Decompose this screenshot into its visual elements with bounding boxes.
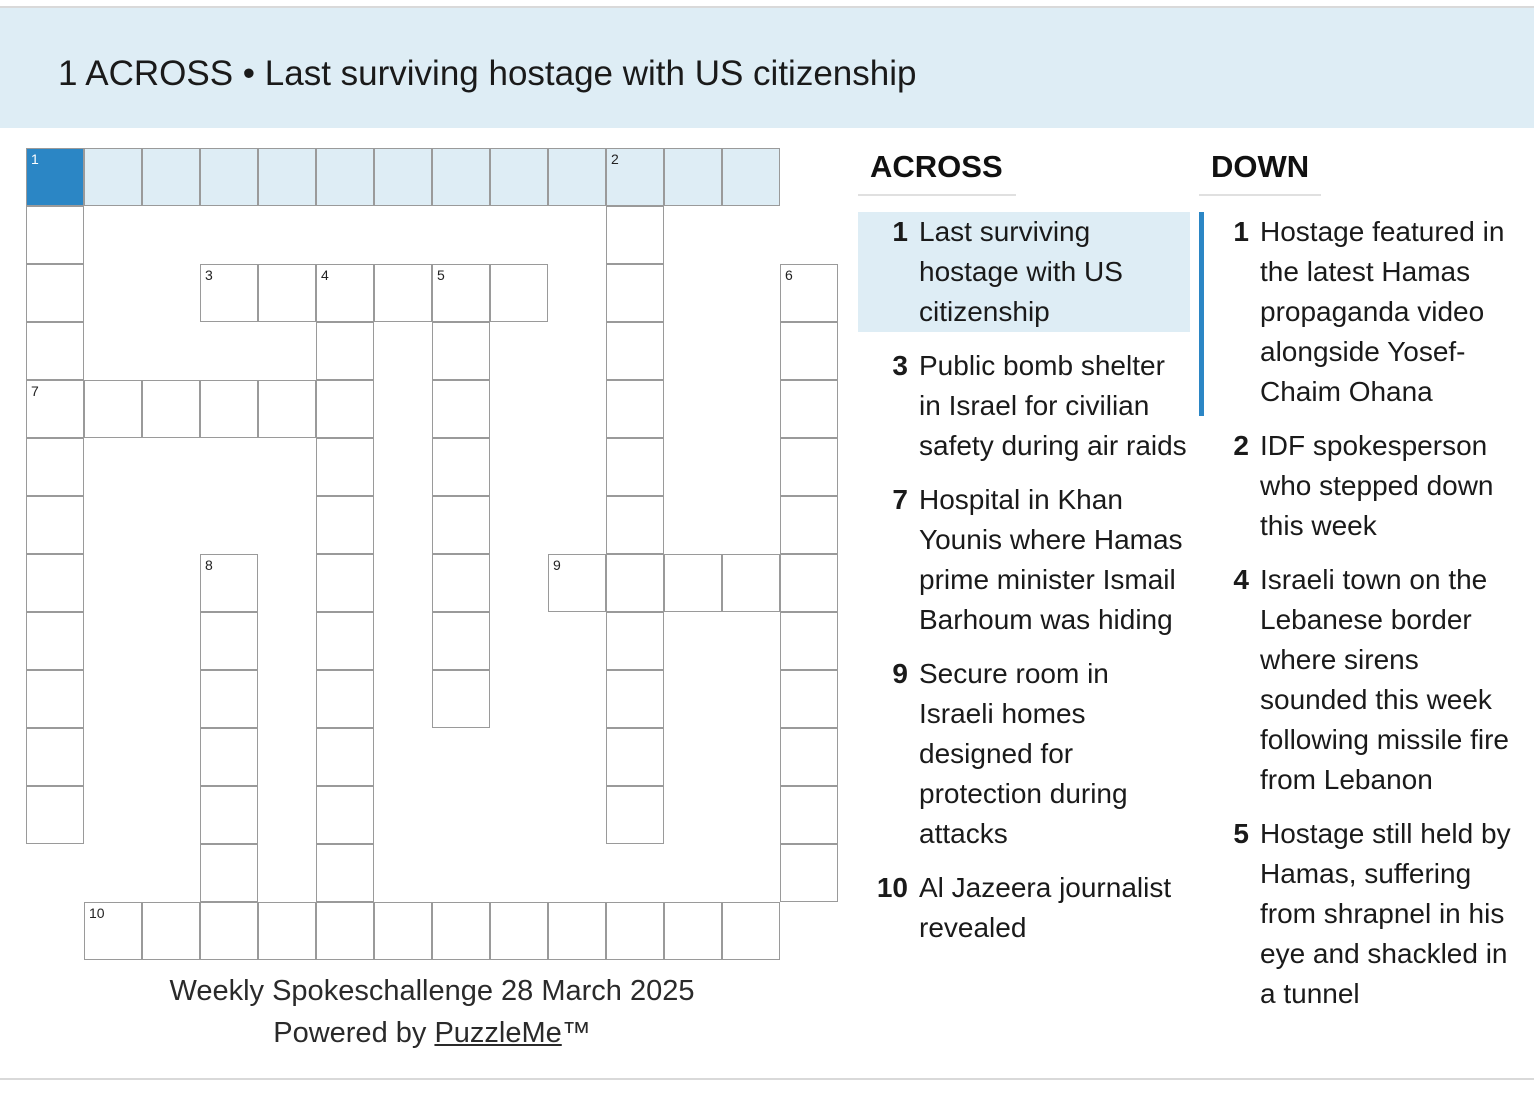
cell-number: 5 [437,267,445,283]
grid-cell[interactable] [780,786,838,844]
across-clue-10[interactable] [858,868,1190,948]
clue-text: Hospital in Khan Younis where Hamas prime minister Ismail Barhoum was hiding [919,484,1183,635]
grid-cell[interactable] [26,148,84,206]
cell-number: 10 [89,905,105,921]
grid-cell[interactable] [142,902,200,960]
grid-cell[interactable] [200,148,258,206]
grid-cell[interactable] [780,438,838,496]
trademark-symbol: ™ [561,1017,591,1049]
grid-cell[interactable] [316,322,374,380]
grid-cell[interactable] [316,670,374,728]
grid-cell[interactable] [606,148,664,206]
grid-cell[interactable] [316,148,374,206]
cell-number: 9 [553,557,561,573]
puzzle-title: Weekly Spokeschallenge 28 March 2025 [169,975,695,1007]
grid-cell[interactable] [84,380,142,438]
cell-number: 2 [611,151,619,167]
grid-cell[interactable] [316,496,374,554]
across-clue-1[interactable] [858,212,1190,332]
clue-text: Hostage featured in the latest Hamas propaganda video alongside Yosef-Chaim Ohana [1260,216,1505,407]
grid-cell[interactable] [200,844,258,902]
grid-cell[interactable] [432,612,490,670]
grid-cell[interactable] [780,554,838,612]
grid-cell[interactable] [606,902,664,960]
grid-cell[interactable] [780,264,838,322]
grid-cell[interactable] [606,264,664,322]
grid-cell[interactable] [26,438,84,496]
grid-cell[interactable] [200,670,258,728]
grid-cell[interactable] [374,148,432,206]
grid-cell[interactable] [316,902,374,960]
across-clue-7[interactable] [858,480,1190,640]
grid-cell[interactable] [664,554,722,612]
clue-text: Public bomb shelter in Israel for civilian safety during air raids [919,350,1187,461]
current-clue-banner [0,8,1534,128]
grid-cell[interactable] [606,728,664,786]
grid-cell[interactable] [432,670,490,728]
across-heading: ACROSS [858,148,1016,196]
cell-number: 3 [205,267,213,283]
grid-cell[interactable] [780,728,838,786]
grid-cell[interactable] [432,148,490,206]
grid-cell[interactable] [606,612,664,670]
grid-cell[interactable] [548,902,606,960]
grid-cell[interactable] [722,902,780,960]
grid-cell[interactable] [26,728,84,786]
grid-cell[interactable] [200,902,258,960]
grid-cell[interactable] [548,148,606,206]
grid-cell[interactable] [432,322,490,380]
down-clue-1[interactable] [1199,212,1529,412]
grid-cell[interactable] [200,264,258,322]
puzzleme-link[interactable]: PuzzleMe [434,1017,562,1049]
grid-cell[interactable] [258,380,316,438]
grid-cell[interactable] [374,902,432,960]
grid-cell[interactable] [780,322,838,380]
clue-number: 7 [892,484,908,515]
grid-cell[interactable] [258,264,316,322]
grid-cell[interactable] [432,438,490,496]
grid-cell[interactable] [606,438,664,496]
clue-number: 9 [892,658,908,689]
grid-cell[interactable] [664,148,722,206]
clue-number: 5 [1233,818,1249,849]
grid-cell[interactable] [26,496,84,554]
grid-cell[interactable] [780,496,838,554]
grid-cell[interactable] [84,902,142,960]
grid-cell[interactable] [84,148,142,206]
grid-cell[interactable] [780,844,838,902]
cell-number: 7 [31,383,39,399]
bottom-divider [0,1078,1534,1080]
grid-cell[interactable] [316,844,374,902]
clue-text: Israeli town on the Lebanese border where sirens sounded this week following missile fire from Lebanon [1260,564,1509,795]
grid-cell[interactable] [722,148,780,206]
grid-cell[interactable] [606,670,664,728]
current-clue-text: 1 ACROSS • Last surviving hostage with US citizenship [58,54,917,93]
grid-cell[interactable] [490,264,548,322]
grid-cell[interactable] [26,554,84,612]
grid-cell[interactable] [26,264,84,322]
grid-cell[interactable] [606,496,664,554]
clue-text: Hostage still held by Hamas, suffering from shrapnel in his eye and shackled in a tunnel [1260,818,1511,1009]
grid-cell[interactable] [26,380,84,438]
grid-cell[interactable] [432,380,490,438]
powered-by-prefix: Powered by [273,1017,435,1049]
crossword-grid [26,148,838,960]
grid-cell[interactable] [432,554,490,612]
grid-cell[interactable] [142,380,200,438]
grid-cell[interactable] [316,264,374,322]
grid-cell[interactable] [316,380,374,438]
grid-cell[interactable] [316,786,374,844]
clue-number: 1 [892,216,908,247]
cell-number: 8 [205,557,213,573]
down-clue-4[interactable] [1199,560,1529,800]
grid-cell[interactable] [200,554,258,612]
down-clue-5[interactable] [1199,814,1529,1014]
grid-cell[interactable] [374,264,432,322]
grid-cell[interactable] [26,322,84,380]
grid-cell[interactable] [316,438,374,496]
grid-cell[interactable] [606,380,664,438]
grid-cell[interactable] [316,612,374,670]
grid-cell[interactable] [200,612,258,670]
grid-cell[interactable] [780,612,838,670]
grid-cell[interactable] [606,786,664,844]
cell-number: 4 [321,267,329,283]
clue-text: Last surviving hostage with US citizenship [919,216,1123,327]
across-clue-9[interactable] [858,654,1190,854]
grid-cell[interactable] [432,264,490,322]
grid-cell[interactable] [200,728,258,786]
grid-cell[interactable] [26,612,84,670]
grid-cell[interactable] [664,902,722,960]
clue-text: Al Jazeera journalist revealed [919,872,1172,943]
grid-cell[interactable] [490,148,548,206]
grid-cell[interactable] [606,322,664,380]
grid-cell[interactable] [316,554,374,612]
grid-cell[interactable] [490,902,548,960]
grid-cell[interactable] [722,554,780,612]
grid-cell[interactable] [780,380,838,438]
clue-number: 1 [1233,216,1249,247]
grid-cell[interactable] [316,728,374,786]
clue-text: IDF spokesperson who stepped down this week [1260,430,1494,541]
clue-number: 4 [1233,564,1249,595]
grid-cell[interactable] [606,554,664,612]
grid-cell[interactable] [200,380,258,438]
powered-by [26,1017,838,1050]
down-clue-2[interactable] [1199,426,1529,546]
clue-number: 2 [1233,430,1249,461]
grid-cell[interactable] [26,670,84,728]
clue-number: 10 [876,872,908,903]
grid-cell[interactable] [258,148,316,206]
down-heading: DOWN [1199,148,1321,196]
grid-cell[interactable] [548,554,606,612]
grid-cell[interactable] [606,206,664,264]
grid-cell[interactable] [780,670,838,728]
grid-cell[interactable] [432,902,490,960]
grid-cell[interactable] [26,206,84,264]
clue-number: 3 [892,350,908,381]
grid-cell[interactable] [432,496,490,554]
grid-cell[interactable] [200,786,258,844]
cell-number: 1 [31,151,39,167]
grid-cell[interactable] [26,786,84,844]
grid-cell[interactable] [258,902,316,960]
across-clue-3[interactable] [858,346,1190,466]
grid-cell[interactable] [142,148,200,206]
clue-text: Secure room in Israeli homes designed for protection during attacks [919,658,1128,849]
cell-number: 6 [785,267,793,283]
